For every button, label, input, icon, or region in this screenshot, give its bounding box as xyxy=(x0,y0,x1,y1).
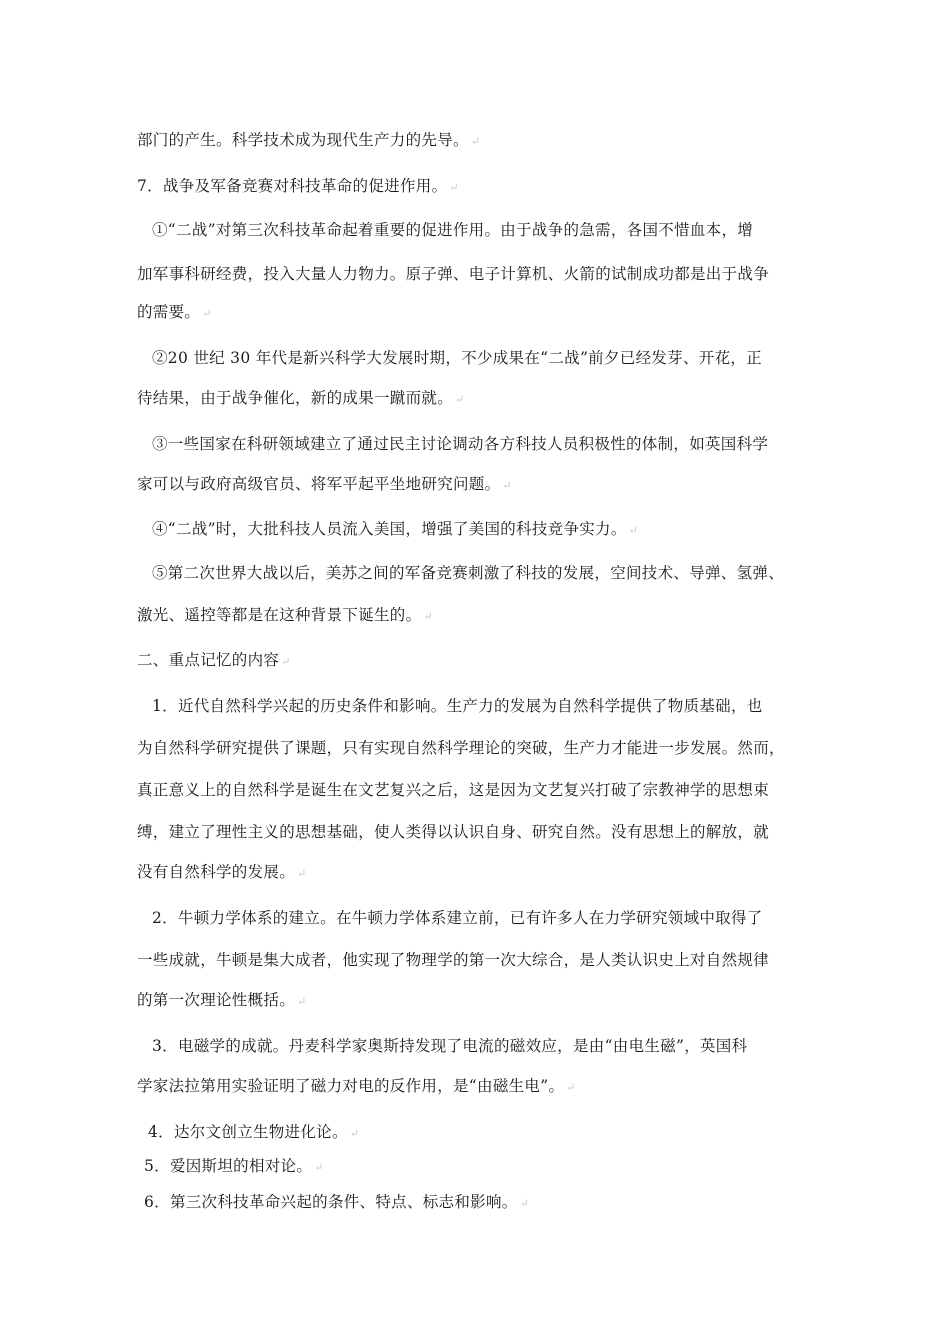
text-line-21 xyxy=(137,990,307,1012)
text-line-16-content: 真正意义上的自然科学是诞生在文艺复兴之后，这是因为文艺复兴打破了宗教神学的思想束 xyxy=(137,781,770,799)
paragraph-mark: ↵ xyxy=(502,479,512,492)
text-line-20 xyxy=(137,950,769,970)
text-line-3-content: ①“二战”对第三次科技革命起着重要的促进作用。由于战争的急需，各国不惜血本，增 xyxy=(152,221,754,239)
text-line-24-content: 4．达尔文创立生物进化论。 xyxy=(148,1123,348,1141)
paragraph-mark: ↵ xyxy=(349,1127,360,1140)
text-line-6-content: ②20 世纪 30 年代是新兴科学大发展时期，不少成果在“二战”前夕已经发芽、开花，正 xyxy=(152,349,762,367)
text-line-26-content: 6．第三次科技革命兴起的条件、特点、标志和影响。 xyxy=(144,1193,518,1211)
paragraph-mark: ↵ xyxy=(297,867,307,880)
text-line-25-content: 5．爱因斯坦的相对论。 xyxy=(144,1157,313,1175)
text-line-1 xyxy=(137,130,480,152)
text-line-3 xyxy=(152,220,753,240)
text-line-7 xyxy=(137,388,465,410)
paragraph-mark: ↵ xyxy=(628,524,639,537)
text-line-12 xyxy=(137,605,433,627)
text-line-13-content: 二、重点记忆的内容 xyxy=(137,651,280,669)
text-line-25 xyxy=(144,1156,324,1178)
paragraph-mark: ↵ xyxy=(519,1197,530,1210)
text-line-15 xyxy=(137,738,785,758)
text-line-12-content: 激光、遥控等都是在这种背景下诞生的。 xyxy=(137,606,422,624)
text-line-24 xyxy=(148,1122,359,1144)
text-line-18 xyxy=(137,862,307,884)
paragraph-mark: ↵ xyxy=(202,307,212,320)
text-line-1-content: 部门的产生。科学技术成为现代生产力的先导。 xyxy=(137,131,469,149)
text-line-20-content: 一些成就，牛顿是集大成者，他实现了物理学的第一次大综合，是人类认识史上对自然规律 xyxy=(137,951,770,969)
text-line-8 xyxy=(152,434,768,454)
text-line-5 xyxy=(137,302,212,324)
text-line-17 xyxy=(137,822,769,842)
text-line-14-content: 1．近代自然科学兴起的历史条件和影响。生产力的发展为自然科学提供了物质基础，也 xyxy=(152,697,763,715)
text-line-16 xyxy=(137,780,769,800)
text-line-19 xyxy=(152,908,763,928)
text-line-10 xyxy=(152,519,638,541)
paragraph-mark: ↵ xyxy=(423,610,433,623)
text-line-18-content: 没有自然科学的发展。 xyxy=(137,863,296,881)
paragraph-mark: ↵ xyxy=(449,181,459,194)
text-line-5-content: 的需要。 xyxy=(137,303,201,321)
text-line-4-content: 加军事科研经费，投入大量人力物力。原子弹、电子计算机、火箭的试制成功都是出于战争 xyxy=(137,265,770,283)
text-line-4 xyxy=(137,264,769,284)
text-line-17-content: 缚，建立了理性主义的思想基础，使人类得以认识自身、研究自然。没有思想上的解放，就 xyxy=(137,823,770,841)
text-line-2-content: 7．战争及军备竞赛对科技革命的促进作用。 xyxy=(137,177,448,195)
text-line-11 xyxy=(152,563,784,583)
text-line-9-content: 家可以与政府高级官员、将军平起平坐地研究问题。 xyxy=(137,475,501,493)
paragraph-mark: ↵ xyxy=(297,995,307,1008)
text-line-15-content: 为自然科学研究提供了课题，只有实现自然科学理论的突破，生产力才能进一步发展。然而， xyxy=(137,739,785,757)
paragraph-mark: ↵ xyxy=(470,135,481,148)
text-line-10-content: ④“二战”时，大批科技人员流入美国，增强了美国的科技竞争实力。 xyxy=(152,520,627,538)
text-line-6 xyxy=(152,348,762,368)
paragraph-mark: ↵ xyxy=(281,655,291,668)
text-line-14 xyxy=(152,696,763,716)
text-line-26 xyxy=(144,1192,529,1214)
text-line-19-content: 2．牛顿力学体系的建立。在牛顿力学体系建立前，已有许多人在力学研究领域中取得了 xyxy=(152,909,763,927)
text-line-9 xyxy=(137,474,512,496)
text-line-23 xyxy=(137,1076,576,1098)
text-line-22 xyxy=(152,1036,747,1056)
paragraph-mark: ↵ xyxy=(566,1081,576,1094)
text-line-22-content: 3．电磁学的成就。丹麦科学家奥斯持发现了电流的磁效应，是由“由电生磁”，英国科 xyxy=(152,1037,748,1055)
text-line-2 xyxy=(137,176,459,198)
paragraph-mark: ↵ xyxy=(455,393,465,406)
text-line-13 xyxy=(137,650,291,672)
text-line-7-content: 待结果，由于战争催化，新的成果一蹴而就。 xyxy=(137,389,454,407)
text-line-8-content: ③一些国家在科研领域建立了通过民主讨论调动各方科技人员积极性的体制，如英国科学 xyxy=(152,435,769,453)
text-line-11-content: ⑤第二次世界大战以后，美苏之间的军备竞赛刺激了科技的发展，空间技术、导弹、氢弹、 xyxy=(152,564,785,582)
text-line-21-content: 的第一次理论性概括。 xyxy=(137,991,296,1009)
paragraph-mark: ↵ xyxy=(314,1161,324,1174)
text-line-23-content: 学家法拉第用实验证明了磁力对电的反作用，是“由磁生电”。 xyxy=(137,1077,565,1095)
